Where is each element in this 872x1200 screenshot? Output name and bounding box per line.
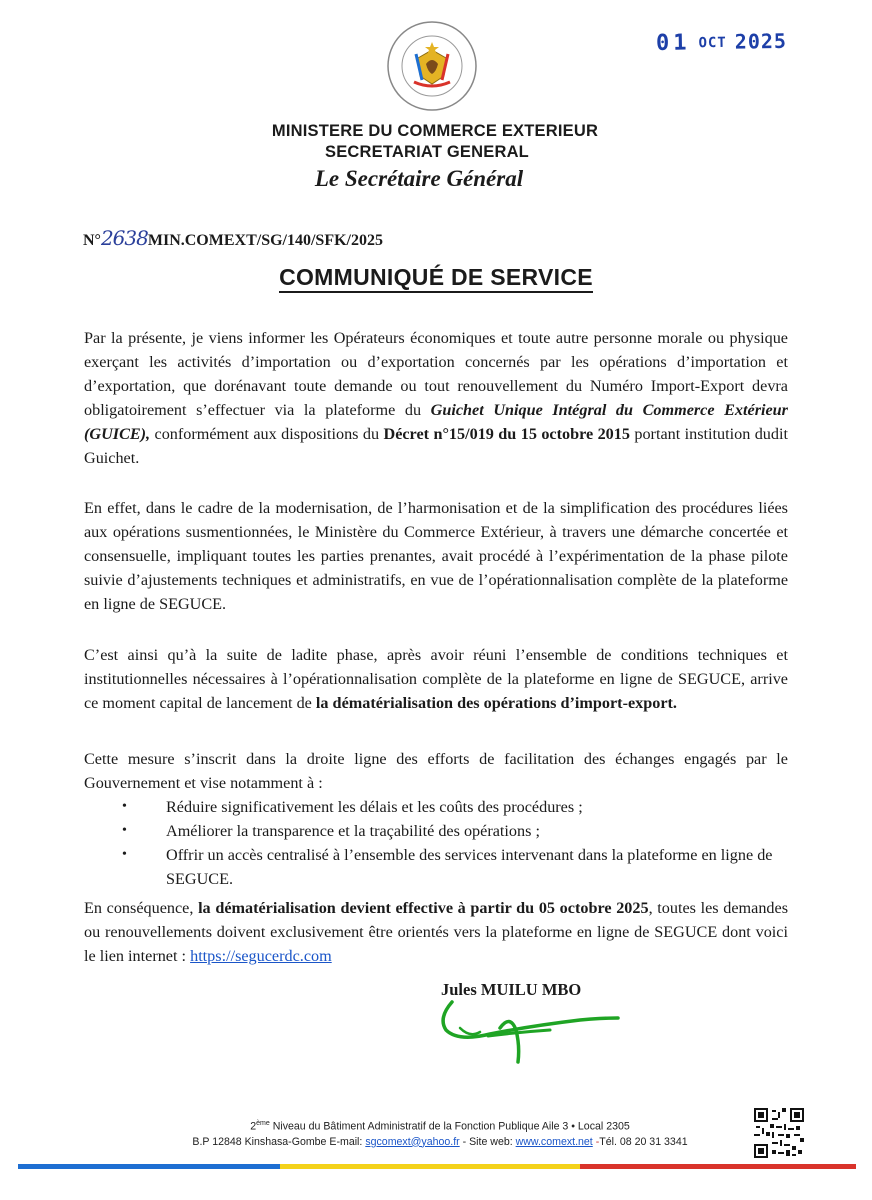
reference-code: MIN.COMEXT/SG/140/SFK/2025	[147, 232, 383, 249]
list-item: • Réduire significativement les délais et les coûts des procédures ;	[118, 795, 788, 819]
government-seal-icon	[386, 20, 478, 112]
dematerialisation-emphasis: la dématérialisation des opérations d’import-export.	[315, 694, 677, 713]
signer-name: Jules MUILU MBO	[441, 980, 582, 999]
guice-name: Guichet Unique Intégral du Commerce Extérieur (GUICE),	[84, 401, 788, 444]
signature-icon	[430, 990, 630, 1070]
reference-prefix: N°	[83, 232, 101, 249]
paragraph-3: C’est ainsi qu’à la suite de ladite phase, après avoir réuni l’ensemble de conditions techniques et institutionnelles nécessaires à l’opérationnalisation complète de la plateforme en ligne de SEGUCE, arrive ce moment capital de lancement de la dématérialisation des opérations d’import-export.	[84, 646, 788, 713]
list-item: • Offrir un accès centralisé à l’ensemble des services intervenant dans la plateforme en ligne de SEGUCE.	[118, 843, 788, 891]
objectives-list	[118, 795, 788, 891]
flag-stripe-yellow	[280, 1164, 580, 1169]
decree-reference: Décret n°15/019 du 15 octobre 2015	[383, 425, 630, 444]
list-item: • Améliorer la transparence et la traçabilité des opérations ;	[118, 819, 788, 843]
effective-date-emphasis: la dématérialisation devient effective à partir du 05 octobre 2025	[198, 899, 649, 917]
seguce-link[interactable]: https://segucerdc.com	[190, 947, 332, 966]
paragraph-2: En effet, dans le cadre de la modernisation, de l’harmonisation et de la simplification des procédures liées aux opérations susmentionnées, le Ministère du Commerce Extérieur, à travers une démarche concertée et consensuelle, impliquant toutes les parties prenantes, avait procédé à l’expérimentation de la phase pilote suivie d’ajustements techniques et administratifs, en vue de l’opérationnalisation complète de la plateforme en ligne de SEGUCE.	[84, 499, 788, 614]
paragraph-4: Cette mesure s’inscrit dans la droite ligne des efforts de facilitation des échanges engagés par le Gouvernement et vise notamment à :	[84, 750, 788, 793]
paragraph-5: En conséquence, la dématérialisation devient effective à partir du 05 octobre 2025, toutes les demandes ou renouvellements doivent exclusivement être orientés vers la plateforme en ligne de SEGUCE dont voici le lien internet : https://segucerdc.com	[84, 899, 788, 966]
reference-number	[83, 226, 383, 250]
stamp-year: 2025	[734, 28, 788, 54]
footer-contact-line: B.P 12848 Kinshasa-Gombe E-mail: sgcomext@yahoo.fr - Site web: www.comext.net -Tél. 08 20 31 3341	[192, 1135, 688, 1148]
ministry-name: MINISTERE DU COMMERCE EXTERIEUR	[271, 122, 599, 140]
secretariat-name: SECRETARIAT GENERAL	[325, 143, 529, 161]
letterhead	[200, 120, 670, 194]
flag-stripe-red	[580, 1164, 856, 1169]
footer-contact	[150, 1116, 730, 1150]
website-link[interactable]: www.comext.net	[515, 1135, 593, 1148]
flag-color-stripe	[18, 1164, 856, 1169]
document-title: COMMUNIQUÉ DE SERVICE	[0, 264, 872, 291]
stamp-month: OCT	[698, 34, 727, 52]
stamp-day: 01	[655, 30, 691, 57]
qr-code-icon[interactable]	[754, 1108, 804, 1158]
flag-stripe-blue	[18, 1164, 280, 1169]
paragraph-1: Par la présente, je viens informer les Opérateurs économiques et toute autre personne morale ou physique exerçant les activités d’importation ou d’exportation concernés par les opérations d’importation et d’exportation, que dorénavant toute demande ou tout renouvellement du Numéro Import-Export devra obligatoirement s’effectuer via la plateforme du Guichet Unique Intégral du Commerce Extérieur (GUICE), conformément aux dispositions du Décret n°15/019 du 15 octobre 2015 portant institution dudit Guichet.	[84, 329, 788, 468]
secretary-general-title: Le Secrétaire Général	[314, 166, 524, 191]
date-stamp	[655, 28, 788, 57]
footer-address: 2ème Niveau du Bâtiment Administratif de la Fonction Publique Aile 3 • Local 2305	[250, 1120, 630, 1133]
email-link[interactable]: sgcomext@yahoo.fr	[365, 1135, 460, 1148]
reference-handwritten-number: 2638	[100, 226, 148, 250]
